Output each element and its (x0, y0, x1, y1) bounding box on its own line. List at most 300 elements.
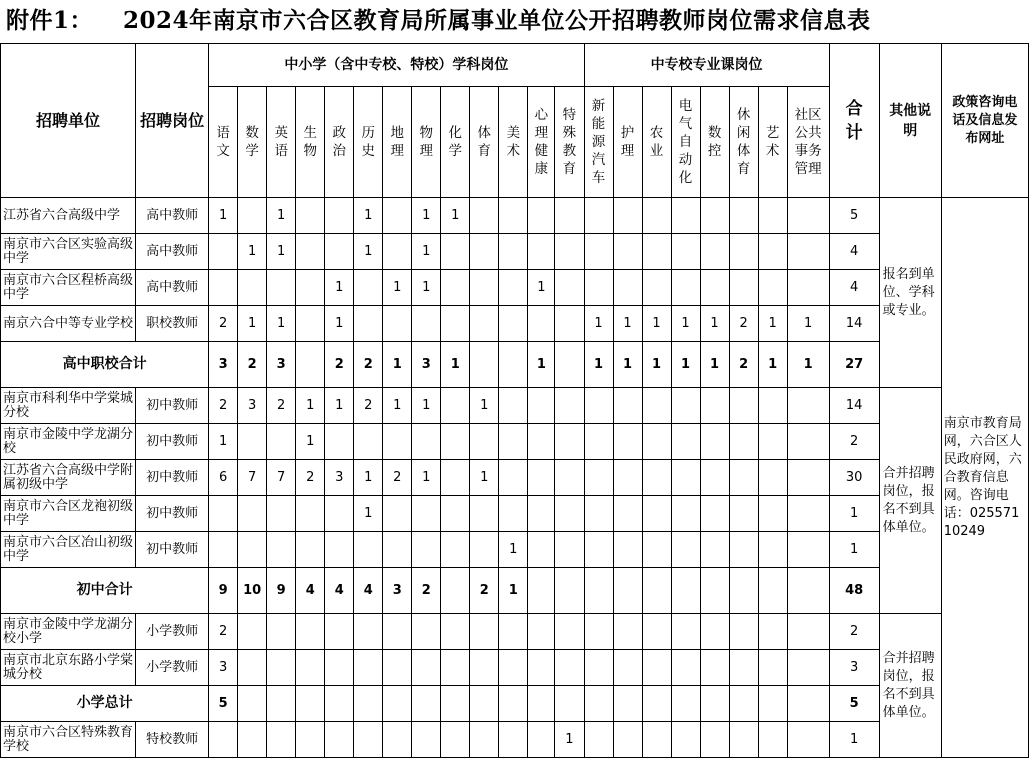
count-cell: 1 (267, 234, 296, 270)
count-cell: 1 (354, 496, 383, 532)
count-cell (412, 496, 441, 532)
count-cell (441, 460, 470, 496)
count-cell (613, 234, 642, 270)
count-cell (383, 496, 412, 532)
position-name: 小学教师 (136, 614, 209, 650)
count-cell (267, 532, 296, 568)
count-cell (441, 532, 470, 568)
count-cell (528, 614, 555, 650)
count-cell (383, 614, 412, 650)
count-cell (613, 722, 642, 758)
count-cell (209, 270, 238, 306)
count-cell (642, 198, 671, 234)
count-cell (383, 424, 412, 460)
page-title (6, 2, 871, 40)
count-cell (642, 614, 671, 650)
count-cell (296, 614, 325, 650)
count-cell (758, 460, 787, 496)
count-cell: 2 (267, 388, 296, 424)
count-cell (383, 722, 412, 758)
count-cell (470, 424, 499, 460)
count-cell (499, 650, 528, 686)
count-cell: 1 (555, 722, 584, 758)
count-cell (296, 270, 325, 306)
count-cell (584, 568, 613, 614)
subtotal-row (1, 342, 1029, 388)
count-cell (354, 650, 383, 686)
count-cell (238, 686, 267, 722)
count-cell (584, 270, 613, 306)
count-cell (470, 270, 499, 306)
count-cell (528, 650, 555, 686)
count-cell: 1 (412, 198, 441, 234)
count-cell (238, 650, 267, 686)
count-cell: 1 (758, 342, 787, 388)
count-cell (325, 650, 354, 686)
header-notes: 其他说明 (879, 44, 941, 198)
count-cell (613, 388, 642, 424)
count-cell (700, 722, 729, 758)
count-cell (613, 198, 642, 234)
count-cell (613, 270, 642, 306)
count-cell (555, 270, 584, 306)
count-cell (787, 270, 829, 306)
count-cell (787, 686, 829, 722)
count-cell (209, 722, 238, 758)
count-cell (729, 568, 758, 614)
unit-name: 南京市六合区程桥高级中学 (1, 270, 136, 306)
count-cell (613, 686, 642, 722)
count-cell (584, 388, 613, 424)
count-cell (441, 496, 470, 532)
count-cell (787, 424, 829, 460)
count-cell: 5 (209, 686, 238, 722)
count-cell (412, 722, 441, 758)
count-cell (441, 234, 470, 270)
count-cell (267, 496, 296, 532)
count-cell (441, 614, 470, 650)
count-cell: 1 (499, 532, 528, 568)
table-row (1, 722, 1029, 758)
count-cell (238, 722, 267, 758)
count-cell (528, 198, 555, 234)
count-cell (499, 306, 528, 342)
count-cell (700, 686, 729, 722)
count-cell: 1 (383, 270, 412, 306)
count-cell (383, 306, 412, 342)
count-cell (671, 496, 700, 532)
count-cell (758, 234, 787, 270)
count-cell (584, 198, 613, 234)
count-cell (758, 424, 787, 460)
count-cell (296, 306, 325, 342)
header-subject: 新能源汽车 (584, 87, 613, 198)
count-cell (700, 614, 729, 650)
count-cell (325, 234, 354, 270)
count-cell: 1 (470, 460, 499, 496)
count-cell (700, 270, 729, 306)
count-cell: 1 (758, 306, 787, 342)
count-cell (412, 650, 441, 686)
table-row (1, 234, 1029, 270)
row-total: 4 (829, 270, 879, 306)
position-name: 职校教师 (136, 306, 209, 342)
count-cell (642, 460, 671, 496)
count-cell (700, 198, 729, 234)
count-cell (528, 496, 555, 532)
count-cell: 7 (267, 460, 296, 496)
subtotal-row (1, 568, 1029, 614)
count-cell (470, 198, 499, 234)
header-group-vocational: 中专校专业课岗位 (584, 44, 829, 87)
count-cell: 1 (209, 198, 238, 234)
count-cell (671, 424, 700, 460)
count-cell: 1 (470, 388, 499, 424)
unit-name: 南京市科利华中学棠城分校 (1, 388, 136, 424)
count-cell (758, 722, 787, 758)
count-cell (700, 234, 729, 270)
count-cell: 1 (325, 388, 354, 424)
count-cell (642, 722, 671, 758)
count-cell (528, 686, 555, 722)
count-cell (584, 650, 613, 686)
position-name: 高中教师 (136, 198, 209, 234)
unit-name: 南京市六合区实验高级中学 (1, 234, 136, 270)
count-cell (555, 198, 584, 234)
count-cell: 2 (383, 460, 412, 496)
count-cell (729, 686, 758, 722)
count-cell (729, 460, 758, 496)
count-cell (209, 234, 238, 270)
count-cell (555, 532, 584, 568)
count-cell (555, 424, 584, 460)
count-cell (613, 424, 642, 460)
count-cell: 3 (238, 388, 267, 424)
count-cell (584, 460, 613, 496)
count-cell: 1 (412, 234, 441, 270)
count-cell (470, 614, 499, 650)
count-cell (700, 568, 729, 614)
count-cell (729, 650, 758, 686)
count-cell: 1 (642, 342, 671, 388)
page-title-main: 2024年南京市六合区教育局所属事业单位公开招聘教师岗位需求信息表 (123, 7, 871, 34)
count-cell (787, 532, 829, 568)
table-row (1, 496, 1029, 532)
count-cell (613, 650, 642, 686)
count-cell: 1 (267, 198, 296, 234)
count-cell (441, 306, 470, 342)
count-cell (325, 686, 354, 722)
count-cell (787, 388, 829, 424)
count-cell: 1 (528, 342, 555, 388)
count-cell (470, 650, 499, 686)
count-cell (758, 532, 787, 568)
count-cell (671, 388, 700, 424)
count-cell: 2 (296, 460, 325, 496)
count-cell: 6 (209, 460, 238, 496)
table-row (1, 424, 1029, 460)
header-subject: 社区公共事务管理 (787, 87, 829, 198)
count-cell (499, 460, 528, 496)
count-cell (671, 722, 700, 758)
header-total: 合计 (829, 44, 879, 198)
count-cell: 1 (238, 306, 267, 342)
count-cell (729, 722, 758, 758)
count-cell (700, 424, 729, 460)
count-cell (787, 234, 829, 270)
count-cell: 3 (267, 342, 296, 388)
count-cell: 2 (412, 568, 441, 614)
row-total: 14 (829, 388, 879, 424)
count-cell (528, 424, 555, 460)
count-cell: 1 (296, 424, 325, 460)
table-row (1, 532, 1029, 568)
count-cell (671, 270, 700, 306)
count-cell: 3 (412, 342, 441, 388)
count-cell: 1 (267, 306, 296, 342)
subtotal-label: 小学总计 (1, 686, 209, 722)
count-cell: 4 (354, 568, 383, 614)
unit-name: 江苏省六合高级中学附属初级中学 (1, 460, 136, 496)
count-cell (642, 270, 671, 306)
count-cell (555, 342, 584, 388)
count-cell (412, 424, 441, 460)
row-total: 4 (829, 234, 879, 270)
count-cell (642, 234, 671, 270)
count-cell (354, 306, 383, 342)
count-cell (441, 424, 470, 460)
header-subject: 化学 (441, 87, 470, 198)
count-cell: 1 (209, 424, 238, 460)
row-total: 2 (829, 614, 879, 650)
header-subject: 休闲体育 (729, 87, 758, 198)
count-cell (642, 568, 671, 614)
count-cell (296, 650, 325, 686)
header-position: 招聘岗位 (136, 44, 209, 198)
count-cell (209, 532, 238, 568)
count-cell (729, 198, 758, 234)
count-cell (758, 270, 787, 306)
count-cell: 3 (383, 568, 412, 614)
count-cell (555, 614, 584, 650)
count-cell (729, 388, 758, 424)
count-cell: 1 (325, 270, 354, 306)
count-cell (671, 460, 700, 496)
table-row (1, 306, 1029, 342)
count-cell: 1 (787, 306, 829, 342)
count-cell (441, 686, 470, 722)
header-subject: 物理 (412, 87, 441, 198)
position-name: 高中教师 (136, 270, 209, 306)
row-total: 30 (829, 460, 879, 496)
count-cell: 1 (700, 306, 729, 342)
position-name: 初中教师 (136, 496, 209, 532)
count-cell (412, 686, 441, 722)
row-total: 5 (829, 686, 879, 722)
count-cell (499, 722, 528, 758)
header-subject: 历史 (354, 87, 383, 198)
count-cell (700, 532, 729, 568)
count-cell (528, 388, 555, 424)
count-cell: 9 (267, 568, 296, 614)
count-cell (267, 270, 296, 306)
count-cell (354, 532, 383, 568)
count-cell (555, 306, 584, 342)
count-cell (499, 496, 528, 532)
count-cell: 1 (613, 342, 642, 388)
count-cell (671, 650, 700, 686)
header-subject: 美术 (499, 87, 528, 198)
count-cell (296, 686, 325, 722)
count-cell: 2 (209, 614, 238, 650)
header-subject: 艺术 (758, 87, 787, 198)
count-cell: 1 (325, 306, 354, 342)
count-cell (383, 234, 412, 270)
count-cell (296, 496, 325, 532)
count-cell: 2 (354, 342, 383, 388)
count-cell (528, 722, 555, 758)
count-cell (354, 270, 383, 306)
row-total: 1 (829, 722, 879, 758)
count-cell: 2 (470, 568, 499, 614)
count-cell: 2 (209, 306, 238, 342)
count-cell (499, 614, 528, 650)
row-total: 14 (829, 306, 879, 342)
count-cell (296, 532, 325, 568)
count-cell: 1 (671, 306, 700, 342)
row-total: 48 (829, 568, 879, 614)
count-cell (383, 532, 412, 568)
table-row (1, 460, 1029, 496)
header-subject: 语文 (209, 87, 238, 198)
count-cell (267, 722, 296, 758)
count-cell (642, 650, 671, 686)
count-cell (238, 198, 267, 234)
count-cell (729, 270, 758, 306)
count-cell (787, 650, 829, 686)
count-cell: 1 (613, 306, 642, 342)
table-row (1, 270, 1029, 306)
unit-name: 南京市六合区龙袍初级中学 (1, 496, 136, 532)
count-cell: 1 (296, 388, 325, 424)
count-cell (758, 568, 787, 614)
count-cell (555, 388, 584, 424)
position-name: 初中教师 (136, 460, 209, 496)
unit-name: 南京市六合区冶山初级中学 (1, 532, 136, 568)
page-title-prefix: 附件1： (6, 7, 94, 34)
count-cell (412, 306, 441, 342)
count-cell (354, 686, 383, 722)
count-cell (584, 614, 613, 650)
count-cell: 1 (441, 198, 470, 234)
count-cell (787, 460, 829, 496)
count-cell (267, 686, 296, 722)
count-cell (325, 532, 354, 568)
count-cell: 1 (441, 342, 470, 388)
count-cell (700, 650, 729, 686)
table-row (1, 650, 1029, 686)
row-total: 2 (829, 424, 879, 460)
count-cell: 3 (325, 460, 354, 496)
count-cell (441, 270, 470, 306)
count-cell (613, 568, 642, 614)
count-cell (296, 342, 325, 388)
position-name: 特校教师 (136, 722, 209, 758)
count-cell (555, 234, 584, 270)
count-cell (555, 650, 584, 686)
count-cell: 1 (584, 342, 613, 388)
count-cell: 9 (209, 568, 238, 614)
position-name: 初中教师 (136, 388, 209, 424)
header-subject: 政治 (325, 87, 354, 198)
count-cell (296, 198, 325, 234)
count-cell (325, 424, 354, 460)
count-cell (758, 198, 787, 234)
count-cell: 4 (325, 568, 354, 614)
count-cell (555, 460, 584, 496)
count-cell (528, 532, 555, 568)
count-cell (671, 568, 700, 614)
other-notes: 合并招聘岗位，报名不到具体单位。 (879, 388, 941, 614)
count-cell (642, 532, 671, 568)
count-cell (238, 270, 267, 306)
count-cell (584, 722, 613, 758)
count-cell (499, 686, 528, 722)
count-cell (383, 650, 412, 686)
count-cell: 2 (238, 342, 267, 388)
subtotal-label: 高中职校合计 (1, 342, 209, 388)
count-cell (758, 388, 787, 424)
unit-name: 南京市金陵中学龙湖分校 (1, 424, 136, 460)
header-subject: 地理 (383, 87, 412, 198)
header-subject: 英语 (267, 87, 296, 198)
other-notes: 报名到单位、学科或专业。 (879, 198, 941, 388)
count-cell (325, 496, 354, 532)
header-subject: 农业 (642, 87, 671, 198)
count-cell (787, 568, 829, 614)
unit-name: 南京市金陵中学龙湖分校小学 (1, 614, 136, 650)
count-cell (470, 532, 499, 568)
count-cell (729, 496, 758, 532)
header-subject: 体育 (470, 87, 499, 198)
count-cell: 1 (412, 388, 441, 424)
count-cell (296, 234, 325, 270)
count-cell (584, 686, 613, 722)
count-cell: 1 (787, 342, 829, 388)
header-subject: 电气自动化 (671, 87, 700, 198)
count-cell (555, 568, 584, 614)
count-cell (671, 614, 700, 650)
count-cell (354, 614, 383, 650)
count-cell (758, 614, 787, 650)
position-name: 高中教师 (136, 234, 209, 270)
count-cell (584, 234, 613, 270)
row-total: 1 (829, 532, 879, 568)
count-cell (296, 722, 325, 758)
count-cell (470, 722, 499, 758)
count-cell (499, 234, 528, 270)
count-cell (267, 424, 296, 460)
count-cell (584, 496, 613, 532)
count-cell (267, 614, 296, 650)
header-unit: 招聘单位 (1, 44, 136, 198)
count-cell: 1 (700, 342, 729, 388)
position-name: 初中教师 (136, 424, 209, 460)
other-notes: 合并招聘岗位，报名不到具体单位。 (879, 614, 941, 758)
count-cell (584, 424, 613, 460)
header-subject: 心理健康 (528, 87, 555, 198)
count-cell (787, 722, 829, 758)
